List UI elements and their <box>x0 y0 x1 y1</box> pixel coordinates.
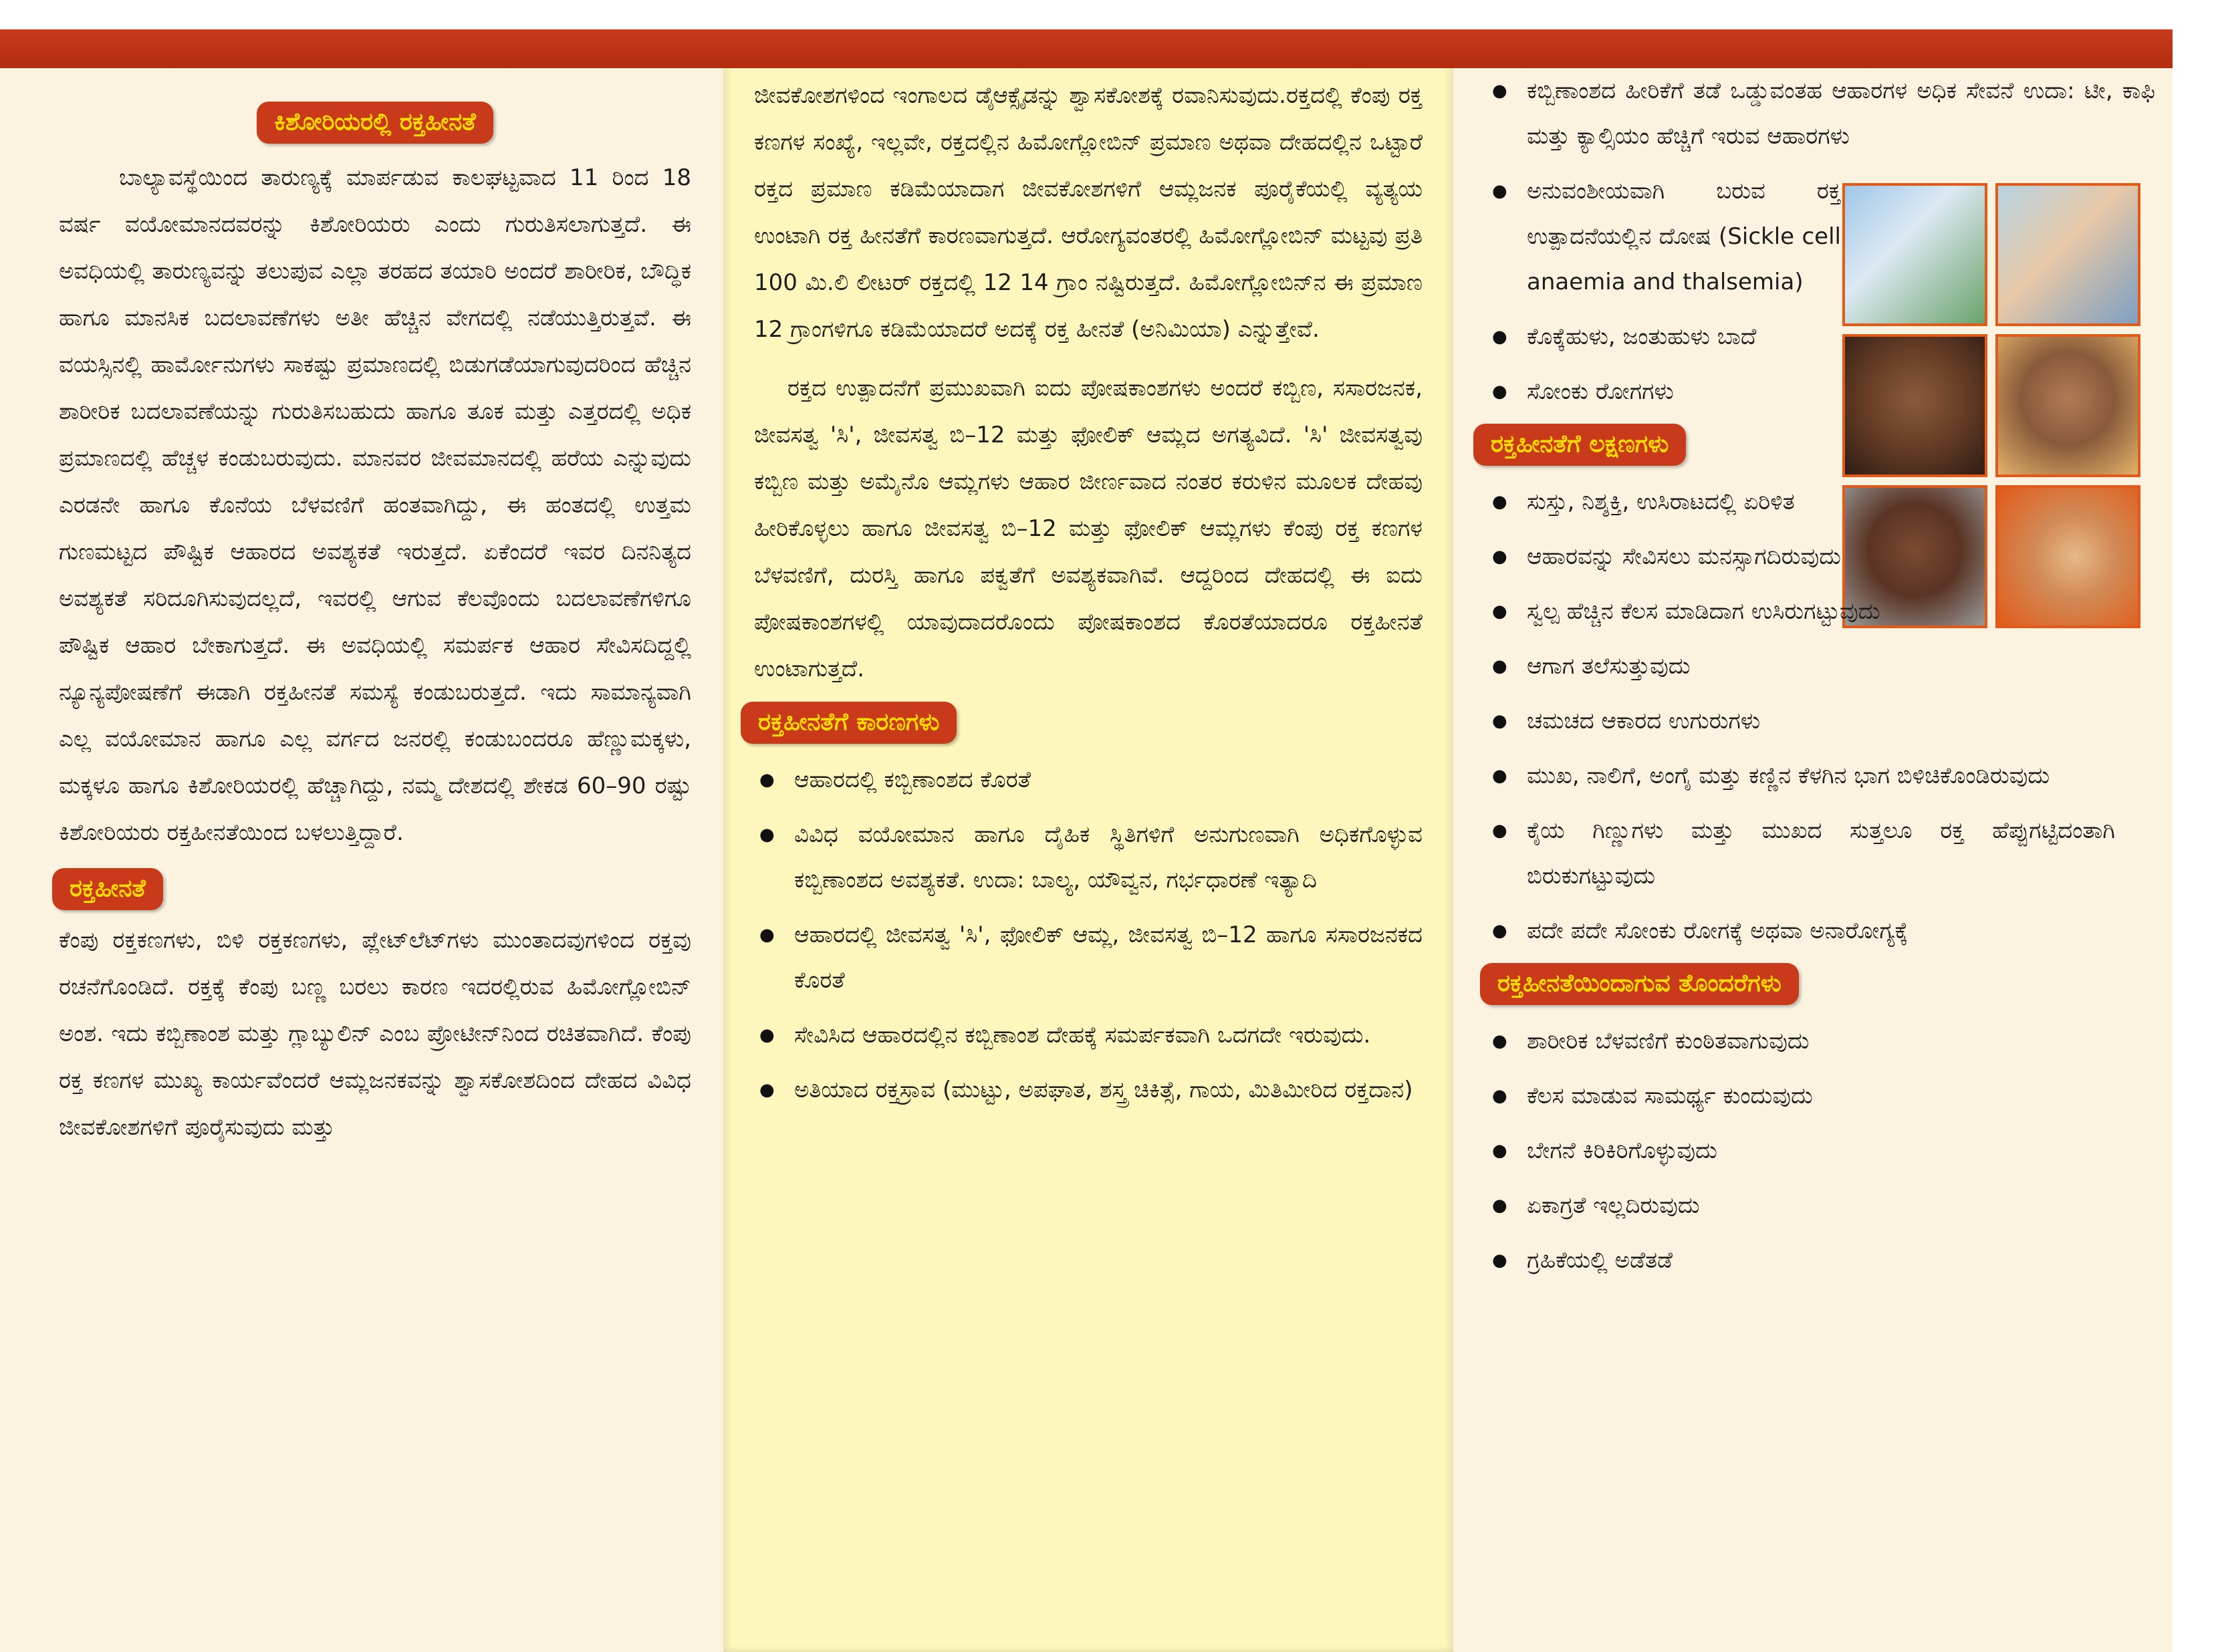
left-intro-paragraph: ಬಾಲ್ಯಾವಸ್ಥೆಯಿಂದ ತಾರುಣ್ಯಕ್ಕೆ ಮಾರ್ಪಡುವ ಕಾಲಘಟ್ಟವಾದ 11 ರಿಂದ 18 ವರ್ಷ ವಯೋಮಾನದವರನ್ನು ಕಿಶೋರಿಯರು ಎಂದು ಗುರುತಿಸಲಾಗುತ್ತದೆ. ಈ ಅವಧಿಯಲ್ಲಿ ತಾರುಣ್ಯವನ್ನು ತಲುಪುವ ಎಲ್ಲಾ ತರಹದ ತಯಾರಿ ಅಂದರೆ ಶಾರೀರಿಕ, ಬೌದ್ಧಿಕ ಹಾಗೂ ಮಾನಸಿಕ ಬದಲಾವಣೆಗಳು ಅತೀ ಹೆಚ್ಚಿನ ವೇಗದಲ್ಲಿ ನಡೆಯುತ್ತಿರುತ್ತವೆ. ಈ ವಯಸ್ಸಿನಲ್ಲಿ ಹಾರ್ಮೋನುಗಳು ಸಾಕಷ್ಟು ಪ್ರಮಾಣದಲ್ಲಿ ಬಿಡುಗಡೆಯಾಗುವುದರಿಂದ ಹೆಚ್ಚಿನ ಶಾರೀರಿಕ ಬದಲಾವಣೆಯನ್ನು ಗುರುತಿಸಬಹುದು ಹಾಗೂ ತೂಕ ಮತ್ತು ಎತ್ತರದಲ್ಲಿ ಅಧಿಕ ಪ್ರಮಾಣದಲ್ಲಿ ಹೆಚ್ಚಳ ಕಂಡುಬರುವುದು. ಮಾನವರ ಜೀವಮಾನದಲ್ಲಿ ಹರೆಯ ಎನ್ನುವುದು ಎರಡನೇ ಹಾಗೂ ಕೊನೆಯ ಬೆಳವಣಿಗೆ ಹಂತವಾಗಿದ್ದು, ಈ ಹಂತದಲ್ಲಿ ಉತ್ತಮ ಗುಣಮಟ್ಟದ ಪೌಷ್ಟಿಕ ಆಹಾರದ ಅವಶ್ಯಕತೆ ಇರುತ್ತದೆ. ಏಕೆಂದರೆ ಇವರ ದಿನನಿತ್ಯದ ಅವಶ್ಯಕತೆ ಸರಿದೂಗಿಸುವುದಲ್ಲದೆ, ಇವರಲ್ಲಿ ಆಗುವ ಕೆಲವೊಂದು ಬದಲಾವಣೆಗಳಿಗೂ ಪೌಷ್ಟಿಕ ಆಹಾರ ಬೇಕಾಗುತ್ತದೆ. ಈ ಅವಧಿಯಲ್ಲಿ ಸಮರ್ಪಕ ಆಹಾರ ಸೇವಿಸದಿದ್ದಲ್ಲಿ ನ್ಯೂನ್ಯಪೋಷಣೆಗೆ ಈಡಾಗಿ ರಕ್ತಹೀನತೆ ಸಮಸ್ಯೆ ಕಂಡುಬರುತ್ತದೆ. ಇದು ಸಾಮಾನ್ಯವಾಗಿ ಎಲ್ಲ ವಯೋಮಾನ ಹಾಗೂ ಎಲ್ಲ ವರ್ಗದ ಜನರಲ್ಲಿ ಕಂಡುಬಂದರೂ ಹೆಣ್ಣುಮಕ್ಕಳು, ಮಕ್ಕಳೂ ಹಾಗೂ ಕಿಶೋರಿಯರಲ್ಲಿ ಹೆಚ್ಚಾಗಿದ್ದು, ನಮ್ಮ ದೇಶದಲ್ಲಿ ಶೇಕಡ 60–90 ರಷ್ಟು ಕಿಶೋರಿಯರು ರಕ್ತಹೀನತೆಯಿಂದ ಬಳಲುತ್ತಿದ್ದಾರೆ. <box>59 164 691 846</box>
list-item: ● ಆಹಾರದಲ್ಲಿ ಕಬ್ಬಿಣಾಂಶದ ಕೊರತೆ <box>754 757 1423 803</box>
effects-heading-wrap <box>1487 963 2140 1012</box>
middle-panel <box>723 29 1453 1652</box>
causes-heading: ರಕ್ತಹೀನತೆಗೆ ಕಾರಣಗಳು <box>741 702 957 744</box>
list-item: ● ಸುಸ್ತು, ನಿಶ್ಶಕ್ತಿ, ಉಸಿರಾಟದಲ್ಲಿ ಏರಿಳಿತ <box>1487 479 2115 525</box>
middle-paragraph-2: ರಕ್ತದ ಉತ್ಪಾದನೆಗೆ ಪ್ರಮುಖವಾಗಿ ಐದು ಪೋಷಕಾಂಶಗಳು ಅಂದರೆ ಕಬ್ಬಿಣ, ಸಸಾರಜನಕ, ಜೀವಸತ್ವ 'ಸಿ', ಜೀವಸತ್ವ ಬಿ–12 ಮತ್ತು ಫೋಲಿಕ್ ಆಮ್ಲದ ಅಗತ್ಯವಿದೆ. 'ಸಿ' ಜೀವಸತ್ವವು ಕಬ್ಬಿಣ ಮತ್ತು ಅಮೈನೊ ಆಮ್ಲಗಳು ಆಹಾರ ಜೀರ್ಣವಾದ ನಂತರ ಕರುಳಿನ ಮೂಲಕ ದೇಹವು ಹೀರಿಕೊಳ್ಳಲು ಹಾಗೂ ಜೀವಸತ್ವ ಬಿ–12 ಮತ್ತು ಫೋಲಿಕ್ ಆಮ್ಲಗಳು ಕೆಂಪು ರಕ್ತ ಕಣಗಳ ಬೆಳವಣಿಗೆ, ದುರಸ್ತಿ ಹಾಗೂ ಪಕ್ವತೆಗೆ ಅವಶ್ಯಕವಾಗಿವೆ. ಆದ್ದರಿಂದ ದೇಹದಲ್ಲಿ ಈ ಐದು ಪೋಷಕಾಂಶಗಳಲ್ಲಿ ಯಾವುದಾದರೊಂದು ಪೋಷಕಾಂಶದ ಕೊರತೆಯಾದರೂ ರಕ್ತಹೀನತೆ ಉಂಟಾಗುತ್ತದೆ. <box>754 375 1423 682</box>
left-panel <box>0 29 723 1652</box>
list-item: ● ಕೈಯ ಗಿಣ್ಣುಗಳು ಮತ್ತು ಮುಖದ ಸುತ್ತಲೂ ರಕ್ತ ಹೆಪ್ಪುಗಟ್ಟಿದಂತಾಗಿ ಬಿರುಕುಗಟ್ಟುವುದು <box>1487 808 2115 899</box>
panel-header-band <box>0 29 723 68</box>
list-item: ● ಕಬ್ಬಿಣಾಂಶದ ಹೀರಿಕೆಗೆ ತಡೆ ಒಡ್ಡುವಂತಹ ಆಹಾರಗಳ ಅಧಿಕ ಸೇವನೆ ಉದಾ: ಟೀ, ಕಾಫಿ ಮತ್ತು ಕ್ಯಾಲ್ಸಿಯಂ ಹೆಚ್ಚಿಗೆ ಇರುವ ಆಹಾರಗಳು <box>1487 68 2155 159</box>
page-margin <box>2173 0 2214 1652</box>
list-item: ● ಆಹಾರವನ್ನು ಸೇವಿಸಲು ಮನಸ್ಸಾಗದಿರುವುದು <box>1487 534 2115 579</box>
list-item: ● ಮುಖ, ನಾಲಿಗೆ, ಅಂಗೈ ಮತ್ತು ಕಣ್ಣಿನ ಕೆಳಗಿನ ಭಾಗ ಬಿಳಿಚಿಕೊಂಡಿರುವುದು <box>1487 753 2115 799</box>
panel-header-band <box>1453 29 2173 68</box>
list-item: ● ಅತಿಯಾದ ರಕ್ತಸ್ರಾವ (ಮುಟ್ಟು, ಅಪಘಾತ, ಶಸ್ತ್ರ ಚಿಕಿತ್ಸೆ, ಗಾಯ, ಮಿತಿಮೀರಿದ ರಕ್ತದಾನ) <box>754 1067 1423 1113</box>
causes-list <box>754 757 1423 1113</box>
list-item: ● ಗ್ರಹಿಕೆಯಲ್ಲಿ ಅಡೆತಡೆ <box>1487 1238 2115 1283</box>
left-blood-paragraph: ಕೆಂಪು ರಕ್ತಕಣಗಳು, ಬಿಳಿ ರಕ್ತಕಣಗಳು, ಪ್ಲೇಟ್‌ಲೆಟ್‌ಗಳು ಮುಂತಾದವುಗಳಿಂದ ರಕ್ತವು ರಚನೆಗೊಂಡಿದೆ. ರಕ್ತಕ್ಕೆ ಕೆಂಪು ಬಣ್ಣ ಬರಲು ಕಾರಣ ಇದರಲ್ಲಿರುವ ಹಿಮೋಗ್ಲೋಬಿನ್ ಅಂಶ. ಇದು ಕಬ್ಬಿಣಾಂಶ ಮತ್ತು ಗ್ಲಾಬ್ಯುಲಿನ್ ಎಂಬ ಪ್ರೋಟೀನ್‌ನಿಂದ ರಚಿತವಾಗಿದೆ. ಕೆಂಪು ರಕ್ತ ಕಣಗಳ ಮುಖ್ಯ ಕಾರ್ಯವೆಂದರೆ ಆಮ್ಲಜನಕವನ್ನು ಶ್ವಾಸಕೋಶದಿಂದ ದೇಹದ ವಿವಿಧ ಜೀವಕೋಶಗಳಿಗೆ ಪೂರೈಸುವುದು ಮತ್ತು <box>59 926 691 1141</box>
left-heading-wrap <box>59 102 691 150</box>
panel-header-band <box>723 29 1453 68</box>
list-item: ● ಆಗಾಗ ತಲೆಸುತ್ತುವುದು <box>1487 644 2115 689</box>
photo-breathless-girl <box>1995 183 2140 326</box>
list-item: ● ಸೋಂಕು ರೋಗಗಳು <box>1487 369 1841 414</box>
list-item: ● ಬೇಗನೆ ಕಿರಿಕಿರಿಗೊಳ್ಳುವುದು <box>1487 1128 2115 1174</box>
middle-paragraph-1: ಜೀವಕೋಶಗಳಿಂದ ಇಂಗಾಲದ ಡೈಆಕ್ಸೈಡನ್ನು ಶ್ವಾಸಕೋಶಕ್ಕೆ ರವಾನಿಸುವುದು.ರಕ್ತದಲ್ಲಿ ಕೆಂಪು ರಕ್ತ ಕಣಗಳ ಸಂಖ್ಯೆ, ಇಲ್ಲವೇ, ರಕ್ತದಲ್ಲಿನ ಹಿಮೋಗ್ಲೋಬಿನ್ ಪ್ರಮಾಣ ಅಥವಾ ದೇಹದಲ್ಲಿನ ಒಟ್ಟಾರೆ ರಕ್ತದ ಪ್ರಮಾಣ ಕಡಿಮೆಯಾದಾಗ ಜೀವಕೋಶಗಳಿಗೆ ಆಮ್ಲಜನಕ ಪೂರೈಕೆಯಲ್ಲಿ ವ್ಯತ್ಯಯ ಉಂಟಾಗಿ ರಕ್ತ ಹೀನತೆಗೆ ಕಾರಣವಾಗುತ್ತದೆ. ಆರೋಗ್ಯವಂತರಲ್ಲಿ ಹಿಮೋಗ್ಲೋಬಿನ್ ಮಟ್ಟವು ಪ್ರತಿ 100 ಮಿ.ಲಿ ಲೀಟರ್ ರಕ್ತದಲ್ಲಿ 12 14 ಗ್ರಾಂ ನಷ್ಟಿರುತ್ತದೆ. ಹಿಮೋಗ್ಲೋಬಿನ್‌ನ ಈ ಪ್ರಮಾಣ 12 ಗ್ರಾಂಗಳಿಗೂ ಕಡಿಮೆಯಾದರೆ ಅದಕ್ಕೆ ರಕ್ತ ಹೀನತೆ (ಅನಿಮಿಯಾ) ಎನ್ನುತ್ತೇವೆ. <box>754 82 1423 343</box>
list-item: ● ಸೇವಿಸಿದ ಆಹಾರದಲ್ಲಿನ ಕಬ್ಬಿಣಾಂಶ ದೇಹಕ್ಕೆ ಸಮರ್ಪಕವಾಗಿ ಒದಗದೇ ಇರುವುದು. <box>754 1012 1423 1058</box>
list-item: ● ವಿವಿಧ ವಯೋಮಾನ ಹಾಗೂ ದೈಹಿಕ ಸ್ಥಿತಿಗಳಿಗೆ ಅನುಗುಣವಾಗಿ ಅಧಿಕಗೊಳ್ಳುವ ಕಬ್ಬಿಣಾಂಶದ ಅವಶ್ಯಕತೆ. ಉದಾ: ಬಾಲ್ಯ, ಯೌವ್ವನ, ಗರ್ಭಧಾರಣೆ ಇತ್ಯಾದಿ <box>754 812 1423 903</box>
symptoms-list <box>1487 479 2115 954</box>
right-panel <box>1453 29 2173 1652</box>
photo-pale-eyes <box>1995 334 2140 477</box>
anaemia-heading-wrap <box>59 868 691 917</box>
photo-tired-girl <box>1842 183 1987 326</box>
causes-heading-wrap <box>754 702 1423 750</box>
photo-pale-tongue <box>1842 334 1987 477</box>
list-item: ● ಚಮಚದ ಆಕಾರದ ಉಗುರುಗಳು <box>1487 698 2115 744</box>
adolescent-anaemia-heading: ಕಿಶೋರಿಯರಲ್ಲಿ ರಕ್ತಹೀನತೆ <box>257 102 493 144</box>
effects-heading: ರಕ್ತಹೀನತೆಯಿಂದಾಗುವ ತೊಂದರೆಗಳು <box>1480 963 1799 1005</box>
list-item: ● ಏಕಾಗ್ರತೆ ಇಲ್ಲದಿರುವುದು <box>1487 1183 2115 1228</box>
list-item: ● ಕೊಕ್ಕೆಹುಳು, ಜಂತುಹುಳು ಬಾದೆ <box>1487 314 1841 360</box>
list-item: ● ಕೆಲಸ ಮಾಡುವ ಸಾಮರ್ಥ್ಯ ಕುಂದುವುದು <box>1487 1073 2115 1119</box>
list-item: ● ಆಹಾರದಲ್ಲಿ ಜೀವಸತ್ವ 'ಸಿ', ಫೋಲಿಕ್ ಆಮ್ಲ, ಜೀವಸತ್ವ ಬಿ–12 ಹಾಗೂ ಸಸಾರಜನಕದ ಕೊರತೆ <box>754 912 1423 1003</box>
list-item: ● ಪದೇ ಪದೇ ಸೋಂಕು ರೋಗಕ್ಕೆ ಅಥವಾ ಅನಾರೋಗ್ಯಕ್ಕೆ <box>1487 908 2115 954</box>
effects-list <box>1487 1018 2115 1283</box>
list-item: ● ಅನುವಂಶೀಯವಾಗಿ ಬರುವ ರಕ್ತ ಉತ್ಪಾದನೆಯಲ್ಲಿನ ದೋಷ (Sickle cell anaemia and thalsemia) <box>1487 168 1841 305</box>
list-item: ● ಶಾರೀರಿಕ ಬೆಳವಣಿಗೆ ಕುಂಠಿತವಾಗುವುದು <box>1487 1018 2115 1064</box>
causes-list-continued <box>1487 68 2155 159</box>
list-item: ● ಸ್ವಲ್ಪ ಹೆಚ್ಚಿನ ಕೆಲಸ ಮಾಡಿದಾಗ ಉಸಿರುಗಟ್ಟುವುದು <box>1487 589 2115 634</box>
anaemia-heading: ರಕ್ತಹೀನತೆ <box>52 868 163 910</box>
symptoms-heading: ರಕ್ತಹೀನತೆಗೆ ಲಕ್ಷಣಗಳು <box>1473 424 1686 466</box>
